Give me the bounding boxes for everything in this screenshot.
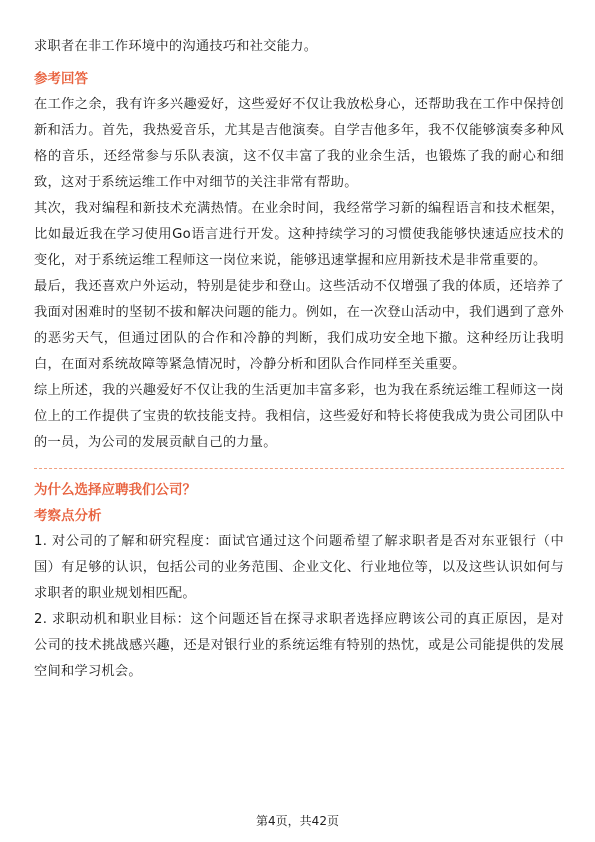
section-divider [34,468,564,469]
analysis-label: 考察点分析 [34,508,102,524]
answer-paragraph: 在工作之余，我有许多兴趣爱好，这些爱好不仅让我放松身心，还帮助我在工作中保持创新和活力。首先，我热爱音乐，尤其是吉他演奏。自学吉他多年，我不仅能够演奏多种风格的音乐，还经常参与乐队表演，这不仅丰富了我的业余生活，也锻炼了我的耐心和细致，这对于系统运维工作中对细节的关注非常有帮助。 [34,97,564,190]
analysis-point: 1. 对公司的了解和研究程度：面试官通过这个问题希望了解求职者是否对东亚银行（中国）有足够的认识，包括公司的业务范围、企业文化、行业地位等，以及这些认识如何与求职者的职业规划相匹配。 [34,534,564,601]
question-title: 为什么选择应聘我们公司？ [34,482,196,498]
intro-line: 求职者在非工作环境中的沟通技巧和社交能力。 [34,39,318,54]
answer-paragraph: 最后，我还喜欢户外运动，特别是徒步和登山。这些活动不仅增强了我的体质，还培养了我面对困难时的坚韧不拔和解决问题的能力。例如，在一次登山活动中，我们遇到了意外的恶劣天气，但通过团队的合作和冷静的判断，我们成功安全地下撤。这种经历让我明白，在面对系统故障等紧急情况时，冷静分析和团队合作同样至关重要。 [34,279,564,372]
reference-answer-label: 参考回答 [34,71,88,87]
answer-paragraph: 其次，我对编程和新技术充满热情。在业余时间，我经常学习新的编程语言和技术框架，比如最近我在学习使用Go语言进行开发。这种持续学习的习惯使我能够快速适应技术的变化，对于系统运维工程师这一岗位来说，能够迅速掌握和应用新技术是非常重要的。 [34,201,564,268]
answer-paragraph: 综上所述，我的兴趣爱好不仅让我的生活更加丰富多彩，也为我在系统运维工程师这一岗位上的工作提供了宝贵的软技能支持。我相信，这些爱好和特长将使我成为贵公司团队中的一员，为公司的发展贡献自己的力量。 [34,383,564,450]
analysis-point: 2. 求职动机和职业目标：这个问题还旨在探寻求职者选择应聘该公司的真正原因，是对公司的技术挑战感兴趣，还是对银行业的系统运维有特别的热忱，或是公司能提供的发展空间和学习机会。 [34,612,564,679]
page-content [34,34,564,685]
page-number: 第4页，共42页 [256,814,339,828]
